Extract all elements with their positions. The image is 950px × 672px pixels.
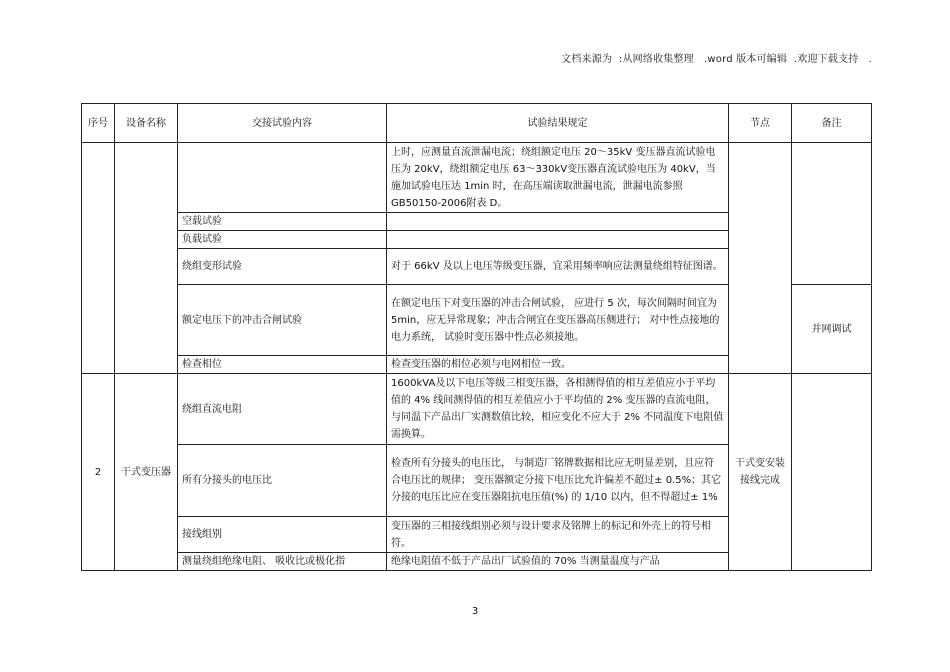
test-content-cell: 空载试验 (178, 213, 387, 231)
seq-cell: 2 (82, 374, 115, 571)
remark-cell-grid-debug: 并网调试 (792, 285, 872, 374)
node-cell-group1 (729, 143, 792, 374)
test-result-cell: 上时，应测量直流泄漏电流；绕组额定电压 20～35kV 变压器直流试验电压为 20kV，绕组额定电压 63～330kV变压器直流试验电压为 40kV，当施加试验电压达 1min 时，在高压端读取泄漏电流，泄漏电流参照 GB50150-2006附表 D。 (387, 143, 729, 213)
page-number: 3 (471, 606, 479, 617)
test-content-cell: 测量绕组绝缘电阻、 吸收比或极化指 (178, 553, 387, 571)
test-result-cell: 绝缘电阻值不低于产品出厂试验值的 70% 当测量温度与产品 (387, 553, 729, 571)
source-note: 文档来源为 :从网络收集整理 .word 版本可编辑 .欢迎下载支持 . (561, 54, 872, 65)
test-content-cell: 检查相位 (178, 356, 387, 374)
table-row (82, 143, 872, 213)
test-result-cell: 在额定电压下对变压器的冲击合闸试验， 应进行 5 次，每次间隔时间宜为 5min，应无异常现象；冲击合闸宜在变压器高压侧进行； 对中性点接地的电力系统， 试验时变压器中性点必须接地。 (387, 285, 729, 356)
test-result-cell: 变压器的三相接线组别必须与设计要求及铭牌上的标记和外壳上的符号相符。 (387, 517, 729, 553)
node-cell: 干式变安装接线完成 (729, 374, 792, 571)
header-seq: 序号 (82, 104, 115, 143)
test-result-cell: 检查所有分接头的电压比， 与制造厂铭牌数据相比应无明显差别，且应符合电压比的规律； 变压器额定分接下电压比允许偏差不超过± 0.5%；其它分接的电压比应在变压器阻抗电压值(%) 的 1/10 以内，但不得超过± 1% (387, 445, 729, 517)
remark-cell-empty (792, 374, 872, 571)
header-node: 节点 (729, 104, 792, 143)
equipment-cell: 干式变压器 (115, 374, 178, 571)
header-result-rule: 试验结果规定 (387, 104, 729, 143)
test-result-cell: 检查变压器的相位必须与电网相位一致。 (387, 356, 729, 374)
test-content-cell: 所有分接头的电压比 (178, 445, 387, 517)
test-content-cell: 绕组变形试验 (178, 249, 387, 285)
test-result-cell: 对于 66kV 及以上电压等级变压器，宜采用频率响应法测量绕组特征图谱。 (387, 249, 729, 285)
acceptance-test-table (81, 103, 872, 571)
remark-cell-empty (792, 143, 872, 285)
header-equipment: 设备名称 (115, 104, 178, 143)
test-content-cell (178, 143, 387, 213)
test-result-cell (387, 231, 729, 249)
test-result-cell: 1600kVA及以下电压等级三相变压器，各相测得值的相互差值应小于平均值的 4% 线间测得值的相互差值应小于平均值的 2% 变压器的直流电阻，与同温下产品出厂实测数值比较，相应变化不应大于 2% 不同温度下电阻值需换算。 (387, 374, 729, 445)
test-content-cell: 绕组直流电阻 (178, 374, 387, 445)
header-remark: 备注 (792, 104, 872, 143)
table-row (82, 374, 872, 445)
test-content-cell: 接线组别 (178, 517, 387, 553)
equipment-cell-group1 (115, 143, 178, 374)
header-test-content: 交接试验内容 (178, 104, 387, 143)
table-header-row (82, 104, 872, 143)
test-result-cell (387, 213, 729, 231)
test-content-cell: 负载试验 (178, 231, 387, 249)
test-content-cell: 额定电压下的冲击合闸试验 (178, 285, 387, 356)
seq-cell-group1 (82, 143, 115, 374)
